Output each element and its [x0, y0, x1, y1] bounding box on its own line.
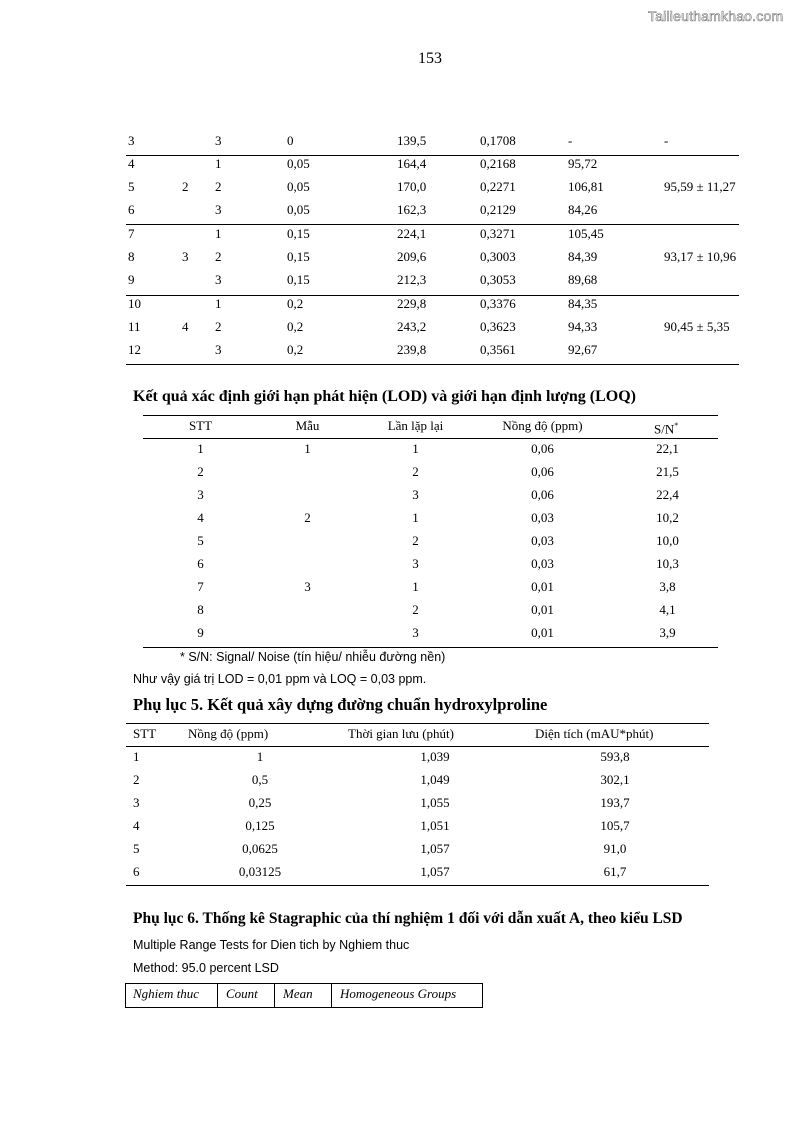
lod-cell-sn: 22,4 — [656, 487, 679, 502]
recovery-cell-nong-do: 0 — [287, 133, 294, 148]
appendix5-cell-dien-tich: 91,0 — [603, 841, 627, 856]
recovery-cell-nong-do: 0,05 — [287, 156, 310, 171]
recovery-cell-stt: 8 — [128, 249, 135, 264]
recovery-cell-lan: 1 — [215, 156, 222, 171]
appendix5-cell-dien-tich: 593,8 — [600, 749, 630, 764]
lod-section-title: Kết quả xác định giới hạn phát hiện (LOD) và giới hạn định lượng (LOQ) — [133, 388, 636, 405]
recovery-cell-lan: 2 — [215, 179, 222, 194]
lod-cell-stt: 6 — [197, 556, 204, 571]
recovery-cell-nong-do: 0,2 — [287, 296, 304, 311]
lod-cell-sn: 10,3 — [656, 556, 679, 571]
appendix5-cell-dien-tich: 302,1 — [600, 772, 630, 787]
recovery-cell-lan: 2 — [215, 249, 222, 264]
recovery-cell-thoi-gian: 162,3 — [397, 202, 427, 217]
lod-cell-stt: 2 — [197, 464, 204, 479]
appendix6-header-count: Count — [226, 986, 258, 1001]
lod-cell-sn: 3,8 — [659, 579, 676, 594]
lod-header-sn — [654, 418, 678, 437]
appendix6-table-header — [125, 983, 483, 1008]
page-number: 153 — [418, 50, 442, 67]
appendix5-cell-stt: 3 — [133, 795, 140, 810]
recovery-cell-thoi-gian: 164,4 — [397, 156, 427, 171]
lod-cell-sn: 22,1 — [656, 441, 679, 456]
appendix5-cell-nong-do: 0,0625 — [242, 841, 278, 856]
recovery-cell-thoi-gian: 229,8 — [397, 296, 427, 311]
recovery-cell-thoi-gian: 209,6 — [397, 249, 427, 264]
appendix5-header-dien-tich: Diện tích (mAU*phút) — [535, 726, 654, 741]
recovery-cell-mau: 3 — [182, 249, 189, 264]
lod-conclusion: Như vậy giá trị LOD = 0,01 ppm và LOQ = 0,03 ppm. — [133, 672, 427, 686]
recovery-cell-dien-tich: 0,2168 — [480, 156, 516, 171]
lod-cell-lan: 2 — [412, 464, 419, 479]
recovery-cell-mau: 4 — [182, 319, 189, 334]
recovery-cell-nong-do: 0,05 — [287, 202, 310, 217]
lod-cell-lan: 3 — [412, 625, 419, 640]
recovery-cell-tb: 90,45 ± 5,35 — [664, 319, 730, 334]
appendix5-cell-stt: 6 — [133, 864, 140, 879]
recovery-group-rule — [126, 364, 739, 365]
appendix6-col-divider — [217, 984, 218, 1007]
lod-cell-nong-do: 0,06 — [531, 464, 554, 479]
lod-cell-stt: 3 — [197, 487, 204, 502]
lod-cell-nong-do: 0,03 — [531, 533, 554, 548]
recovery-cell-lan: 3 — [215, 272, 222, 287]
appendix5-cell-stt: 1 — [133, 749, 140, 764]
appendix5-cell-stt: 5 — [133, 841, 140, 856]
lod-cell-sn: 10,0 — [656, 533, 679, 548]
lod-cell-nong-do: 0,01 — [531, 625, 554, 640]
appendix6-line2: Method: 95.0 percent LSD — [133, 961, 279, 975]
appendix5-cell-thoi-gian: 1,049 — [420, 772, 450, 787]
recovery-cell-dien-tich: 0,3053 — [480, 272, 516, 287]
recovery-cell-lan: 1 — [215, 226, 222, 241]
recovery-group-rule — [126, 295, 739, 296]
appendix5-cell-nong-do: 0,03125 — [238, 864, 282, 879]
appendix5-cell-nong-do: 0,5 — [251, 772, 269, 787]
recovery-cell-hieu-suat: 105,45 — [568, 226, 604, 241]
recovery-cell-hieu-suat: 84,26 — [568, 202, 598, 217]
recovery-cell-dien-tich: 0,3561 — [480, 342, 516, 357]
lod-table-top-rule — [143, 415, 718, 416]
appendix6-col-divider — [331, 984, 332, 1007]
lod-cell-nong-do: 0,01 — [531, 602, 554, 617]
lod-cell-sn: 4,1 — [659, 602, 676, 617]
recovery-cell-thoi-gian: 170,0 — [397, 179, 427, 194]
lod-cell-mau: 3 — [304, 579, 311, 594]
appendix5-title: Phụ lục 5. Kết quả xây dựng đường chuẩn hydroxylproline — [133, 695, 548, 714]
lod-cell-nong-do: 0,03 — [531, 556, 554, 571]
recovery-cell-hieu-suat: 84,39 — [568, 249, 598, 264]
recovery-cell-hieu-suat: 92,67 — [568, 342, 598, 357]
recovery-cell-thoi-gian: 239,8 — [397, 342, 427, 357]
appendix5-cell-thoi-gian: 1,057 — [420, 864, 450, 879]
appendix5-bottom-rule — [126, 885, 709, 886]
appendix5-cell-thoi-gian: 1,051 — [420, 818, 450, 833]
recovery-cell-hieu-suat: 89,68 — [568, 272, 598, 287]
recovery-cell-tb: - — [664, 133, 669, 148]
recovery-cell-thoi-gian: 243,2 — [397, 319, 427, 334]
recovery-cell-dien-tich: 0,3271 — [480, 226, 516, 241]
recovery-cell-stt: 10 — [128, 296, 141, 311]
lod-header-stt: STT — [188, 418, 213, 433]
lod-cell-sn: 21,5 — [656, 464, 679, 479]
appendix5-header-thoi-gian: Thời gian lưu (phút) — [348, 726, 454, 741]
lod-cell-lan: 1 — [412, 441, 419, 456]
appendix6-title: Phụ lục 6. Thống kê Stagraphic của thí nghiệm 1 đối với dẫn xuất A, theo kiểu LSD — [133, 910, 683, 927]
recovery-cell-dien-tich: 0,1708 — [480, 133, 516, 148]
appendix5-header-rule — [126, 746, 709, 747]
lod-table-bottom-rule — [143, 647, 718, 648]
lod-cell-lan: 2 — [412, 602, 419, 617]
lod-cell-lan: 3 — [412, 556, 419, 571]
lod-header-sn-asterisk: * — [674, 421, 679, 430]
recovery-cell-stt: 3 — [128, 133, 135, 148]
recovery-cell-tb: 93,17 ± 10,96 — [664, 249, 737, 264]
recovery-cell-hieu-suat: 94,33 — [568, 319, 598, 334]
appendix5-cell-nong-do: 0,125 — [245, 818, 275, 833]
recovery-cell-tb: 95,59 ± 11,27 — [664, 179, 736, 194]
lod-header-lan: Lần lặp lại — [387, 418, 444, 433]
appendix5-cell-dien-tich: 193,7 — [600, 795, 630, 810]
appendix5-header-stt: STT — [133, 726, 157, 741]
lod-cell-sn: 10,2 — [656, 510, 679, 525]
lod-header-sn-text: S/N — [654, 421, 675, 437]
watermark: Tailieuthamkhao.com — [648, 8, 784, 24]
recovery-cell-dien-tich: 0,3623 — [480, 319, 516, 334]
recovery-cell-dien-tich: 0,3376 — [480, 296, 516, 311]
recovery-cell-lan: 3 — [215, 202, 222, 217]
lod-cell-nong-do: 0,06 — [531, 441, 554, 456]
lod-cell-nong-do: 0,03 — [531, 510, 554, 525]
appendix5-cell-dien-tich: 61,7 — [603, 864, 627, 879]
recovery-group-rule — [126, 224, 739, 225]
recovery-cell-stt: 11 — [128, 319, 141, 334]
recovery-cell-hieu-suat: 95,72 — [568, 156, 598, 171]
recovery-cell-nong-do: 0,05 — [287, 179, 310, 194]
lod-cell-stt: 8 — [197, 602, 204, 617]
lod-cell-mau: 2 — [304, 510, 311, 525]
appendix6-header-nghiem-thuc: Nghiem thuc — [133, 986, 200, 1001]
lod-cell-sn: 3,9 — [659, 625, 676, 640]
appendix6-header-groups: Homogeneous Groups — [340, 986, 457, 1001]
recovery-cell-nong-do: 0,15 — [287, 249, 310, 264]
recovery-cell-stt: 12 — [128, 342, 141, 357]
lod-header-nong-do: Nồng độ (ppm) — [502, 418, 583, 433]
appendix6-line1: Multiple Range Tests for Dien tich by Nghiem thuc — [133, 938, 410, 952]
recovery-cell-lan: 3 — [215, 133, 222, 148]
recovery-cell-mau: 2 — [182, 179, 189, 194]
recovery-cell-hieu-suat: 84,35 — [568, 296, 598, 311]
recovery-group-rule — [126, 155, 739, 156]
lod-cell-mau: 1 — [304, 441, 311, 456]
recovery-cell-thoi-gian: 212,3 — [397, 272, 427, 287]
appendix5-cell-stt: 2 — [133, 772, 140, 787]
lod-cell-nong-do: 0,06 — [531, 487, 554, 502]
lod-table-header-rule — [143, 438, 718, 439]
appendix5-header-nong-do: Nồng độ (ppm) — [188, 726, 269, 741]
recovery-cell-nong-do: 0,15 — [287, 226, 310, 241]
recovery-cell-thoi-gian: 139,5 — [397, 133, 427, 148]
appendix5-cell-nong-do: 1 — [256, 749, 264, 764]
lod-cell-lan: 1 — [412, 510, 419, 525]
appendix5-cell-thoi-gian: 1,039 — [420, 749, 450, 764]
appendix5-cell-stt: 4 — [133, 818, 140, 833]
lod-header-mau: Mẫu — [295, 418, 320, 433]
appendix5-cell-thoi-gian: 1,055 — [420, 795, 450, 810]
recovery-cell-lan: 3 — [215, 342, 222, 357]
recovery-cell-nong-do: 0,2 — [287, 319, 304, 334]
lod-cell-stt: 1 — [197, 441, 204, 456]
lod-cell-lan: 2 — [412, 533, 419, 548]
recovery-cell-nong-do: 0,15 — [287, 272, 310, 287]
lod-cell-stt: 4 — [197, 510, 204, 525]
lod-cell-nong-do: 0,01 — [531, 579, 554, 594]
recovery-cell-thoi-gian: 224,1 — [397, 226, 427, 241]
recovery-cell-hieu-suat: 106,81 — [568, 179, 604, 194]
recovery-cell-stt: 7 — [128, 226, 135, 241]
lod-cell-stt: 9 — [197, 625, 204, 640]
recovery-cell-dien-tich: 0,2129 — [480, 202, 516, 217]
lod-cell-lan: 3 — [412, 487, 419, 502]
appendix5-cell-dien-tich: 105,7 — [600, 818, 630, 833]
recovery-cell-lan: 2 — [215, 319, 222, 334]
lod-cell-stt: 7 — [197, 579, 204, 594]
appendix5-cell-nong-do: 0,25 — [248, 795, 272, 810]
lod-cell-stt: 5 — [197, 533, 204, 548]
recovery-cell-stt: 6 — [128, 202, 135, 217]
recovery-cell-stt: 9 — [128, 272, 135, 287]
recovery-cell-stt: 4 — [128, 156, 135, 171]
lod-cell-lan: 1 — [412, 579, 419, 594]
recovery-cell-stt: 5 — [128, 179, 135, 194]
lod-footnote: * S/N: Signal/ Noise (tín hiệu/ nhiễu đường nền) — [180, 650, 446, 664]
recovery-cell-dien-tich: 0,3003 — [480, 249, 516, 264]
appendix5-cell-thoi-gian: 1,057 — [420, 841, 450, 856]
appendix6-header-mean: Mean — [283, 986, 313, 1001]
appendix5-top-rule — [126, 723, 709, 724]
recovery-cell-lan: 1 — [215, 296, 222, 311]
appendix6-col-divider — [274, 984, 275, 1007]
recovery-cell-nong-do: 0,2 — [287, 342, 304, 357]
recovery-cell-hieu-suat: - — [568, 133, 573, 148]
recovery-cell-dien-tich: 0,2271 — [480, 179, 516, 194]
